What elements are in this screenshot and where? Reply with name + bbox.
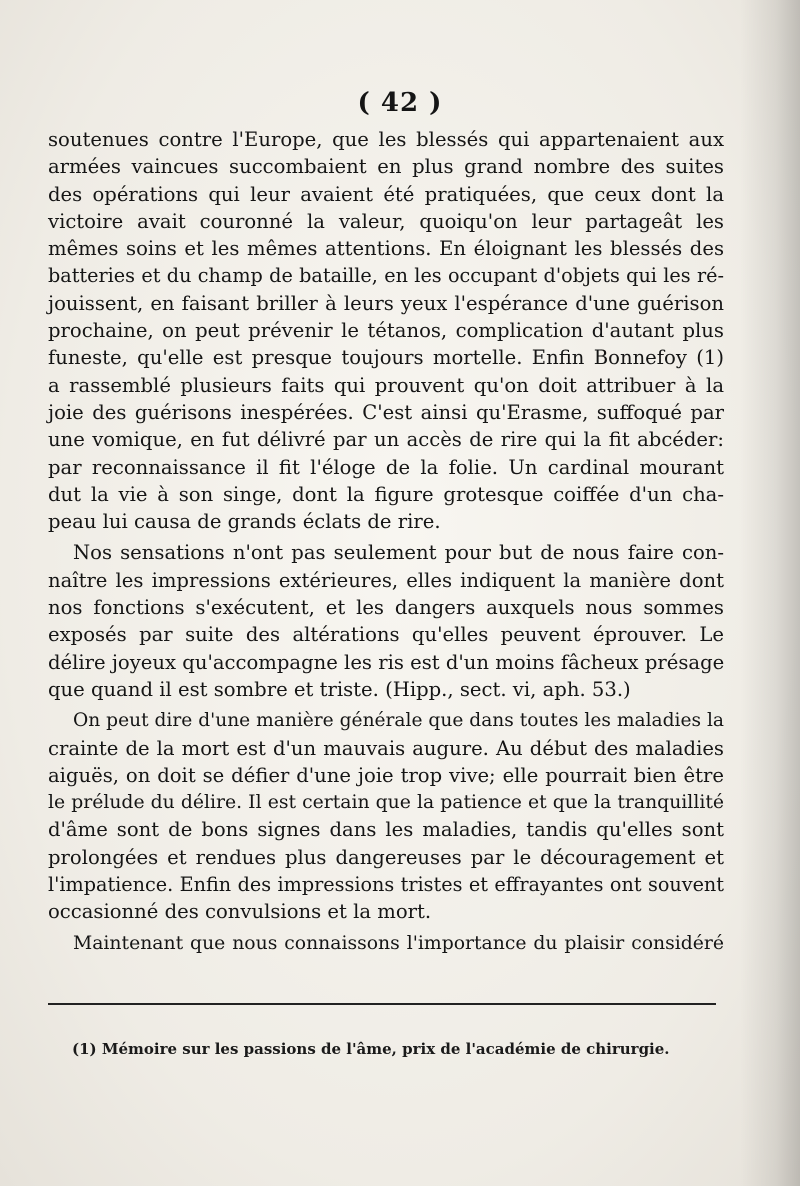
footnote-divider xyxy=(48,1003,716,1005)
text-line: aiguës, on doit se défier d'une joie trop vive; elle pourrait bien être xyxy=(48,763,724,787)
text-line: soutenues contre l'Europe, que les blessés qui appartenaient aux xyxy=(48,128,724,151)
text-line: jouissent, en faisant briller à leurs yeux l'espérance d'une guérison xyxy=(48,291,724,315)
paragraph xyxy=(48,707,724,925)
text-line: victoire avait couronné la valeur, quoiqu'on leur partageât les xyxy=(48,209,724,233)
page-gutter-shadow xyxy=(740,0,800,1186)
text-line: crainte de la mort est d'un mauvais augure. Au début des maladies xyxy=(48,736,724,760)
text-line: mêmes soins et les mêmes attentions. En éloignant les blessés des xyxy=(48,237,724,261)
text-line: naître les impressions extérieures, elles indiquent la manière dont xyxy=(48,568,724,592)
text-line: peau lui causa de grands éclats de rire. xyxy=(48,510,441,534)
body-text xyxy=(48,126,724,957)
text-line: délire joyeux qu'accompagne les ris est d'un moins fâcheux présage xyxy=(48,650,725,674)
text-line: Maintenant que nous connaissons l'importance du plaisir considéré xyxy=(73,932,724,954)
text-line: prolongées et rendues plus dangereuses par le découragement et xyxy=(48,845,724,869)
text-line: Nos sensations n'ont pas seulement pour but de nous faire con- xyxy=(73,541,724,565)
text-line: joie des guérisons inespérées. C'est ainsi qu'Erasme, suffoqué par xyxy=(48,400,724,424)
text-line: armées vaincues succombaient en plus grand nombre des suites xyxy=(48,155,724,179)
text-line: a rassemblé plusieurs faits qui prouvent qu'on doit attribuer à la xyxy=(48,373,724,397)
page-number: ( 42 ) xyxy=(357,88,443,118)
text-line: batteries et du champ de bataille, en les occupant d'objets qui les ré- xyxy=(48,264,724,288)
text-line: que quand il est sombre et triste. (Hipp., sect. vi, aph. 53.) xyxy=(48,677,631,701)
text-line: prochaine, on peut prévenir le tétanos, complication d'autant plus xyxy=(48,319,724,343)
text-line: une vomique, en fut délivré par un accès de rire qui la fit abcéder: xyxy=(48,428,724,452)
text-line: des opérations qui leur avaient été pratiquées, que ceux dont la xyxy=(48,182,724,206)
text-line: le prélude du délire. Il est certain que la patience et que la tranquillité xyxy=(48,792,724,814)
paragraph xyxy=(48,539,724,703)
text-line: nos fonctions s'exécutent, et les dangers auxquels nous sommes xyxy=(48,596,724,620)
text-line: d'âme sont de bons signes dans les maladies, tandis qu'elles sont xyxy=(48,818,724,842)
text-line: par reconnaissance il fit l'éloge de la folie. Un cardinal mourant xyxy=(48,455,724,479)
paragraph xyxy=(48,126,724,535)
text-line: dut la vie à son singe, dont la figure grotesque coiffée d'un cha- xyxy=(48,482,724,506)
text-line: funeste, qu'elle est presque toujours mortelle. Enfin Bonnefoy (1) xyxy=(48,346,724,370)
paragraph xyxy=(48,930,724,957)
text-line: exposés par suite des altérations qu'elles peuvent éprouver. Le xyxy=(48,623,724,647)
text-line: l'impatience. Enfin des impressions tristes et effrayantes ont souvent xyxy=(48,873,724,897)
footnote: (1) Mémoire sur les passions de l'âme, prix de l'académie de chirurgie. xyxy=(72,1040,670,1058)
text-line: On peut dire d'une manière générale que dans toutes les maladies la xyxy=(73,710,724,732)
text-line: occasionné des convulsions et la mort. xyxy=(48,900,432,924)
